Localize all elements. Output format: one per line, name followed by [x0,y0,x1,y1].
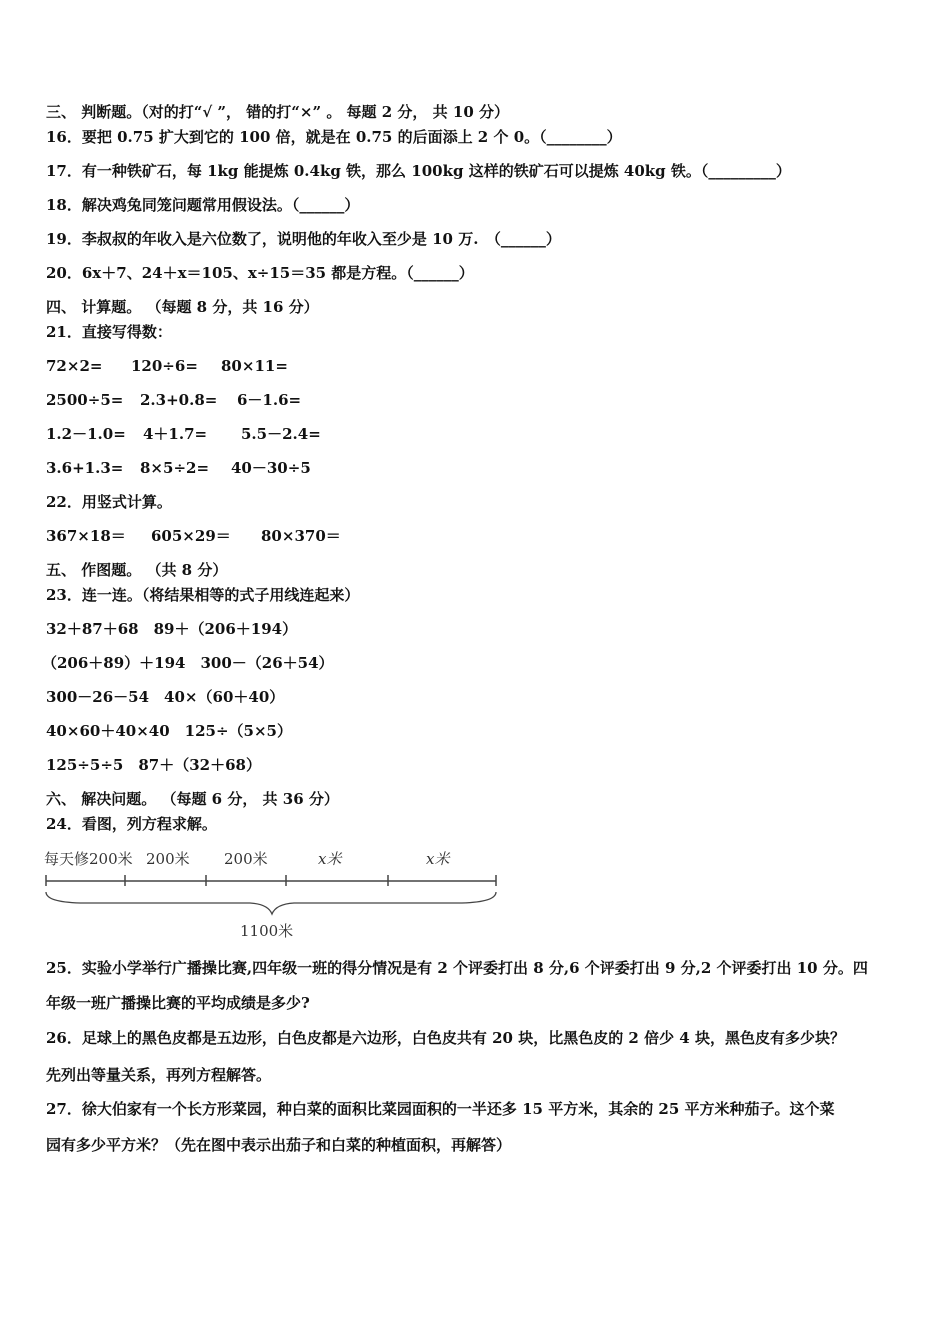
q21-item: 2.3+0.8= [140,391,218,409]
segment-label: 200米 [146,850,190,868]
segment-label: x米 [318,850,342,868]
question-25-line1: 25．实验小学举行广播操比赛,四年级一班的得分情况是有 2 个评委打出 8 分,6 个评委打出 9 分,2 个评委打出 10 分。四 [46,959,868,977]
q23-row: 300－26－54 40×（60＋40） [46,688,285,706]
total-label: 1100米 [240,922,294,940]
question-23-title: 23．连一连。（将结果相等的式子用线连起来） [46,586,360,604]
q21-item: 72×2= [46,357,103,375]
q21-item: 6－1.6= [237,391,302,409]
question-18: 18．解决鸡兔同笼问题常用假设法。（______） [46,196,360,214]
q23-row: （206＋89）＋194 300－（26＋54） [42,654,334,672]
question-17: 17．有一种铁矿石，每 1kg 能提炼 0.4kg 铁，那么 100kg 这样的铁矿石可以提炼 40kg 铁。（_________） [46,162,791,180]
section-6-heading: 六、 解决问题。 （每题 6 分， 共 36 分） [46,790,339,808]
q21-item: 1.2－1.0= [46,425,126,443]
q21-item: 80×11= [221,357,288,375]
segment-label: x米 [426,850,450,868]
q21-item: 5.5－2.4= [241,425,321,443]
q21-item: 40－30÷5 [231,459,311,477]
q22-item: 367×18＝ [46,527,126,545]
section-3-heading: 三、 判断题。（对的打“√ ”， 错的打“×” 。 每题 2 分， 共 10 分） [46,103,509,121]
question-21-title: 21．直接写得数： [46,323,172,341]
section-5-heading: 五、 作图题。 （共 8 分） [46,561,228,579]
question-26-line1: 26．足球上的黑色皮都是五边形，白色皮都是六边形，白色皮共有 20 块，比黑色皮的 2 倍少 4 块，黑色皮有多少块？ [46,1029,845,1047]
section-4-heading: 四、 计算题。 （每题 8 分，共 16 分） [46,298,319,316]
q21-item: 120÷6= [131,357,198,375]
total-brace [46,892,496,914]
q22-item: 605×29＝ [151,527,231,545]
question-27-line1: 27．徐大伯家有一个长方形菜园，种白菜的面积比菜园面积的一半还多 15 平方米，其余的 25 平方米种茄子。这个菜 [46,1100,835,1118]
q21-item: 2500÷5= [46,391,124,409]
question-22-title: 22．用竖式计算。 [46,493,172,511]
q21-item: 8×5÷2= [140,459,210,477]
q23-row: 32＋87＋68 89＋（206＋194） [46,620,298,638]
q23-row: 40×60＋40×40 125÷（5×5） [46,722,292,740]
segment-label: 200米 [224,850,268,868]
segment-diagram [40,842,510,942]
question-19: 19．李叔叔的年收入是六位数了，说明他的年收入至少是 10 万. （______） [46,230,561,248]
question-20: 20．6x＋7、24＋x＝105、x÷15＝35 都是方程。（______） [46,264,474,282]
q21-item: 4＋1.7= [143,425,208,443]
q21-item: 3.6+1.3= [46,459,124,477]
question-16: 16．要把 0.75 扩大到它的 100 倍，就是在 0.75 的后面添上 2 个 0。（________） [46,128,622,146]
question-26-line2: 先列出等量关系，再列方程解答。 [46,1066,272,1084]
segment-label: 每天修200米 [44,850,133,868]
q23-row: 125÷5÷5 87＋（32＋68） [46,756,261,774]
question-27-line2: 园有多少平方米？（先在图中表示出茄子和白菜的种植面积，再解答） [46,1136,512,1154]
question-24-title: 24．看图，列方程求解。 [46,815,217,833]
q22-item: 80×370＝ [261,527,341,545]
question-25-line2: 年级一班广播操比赛的平均成绩是多少? [46,994,310,1012]
